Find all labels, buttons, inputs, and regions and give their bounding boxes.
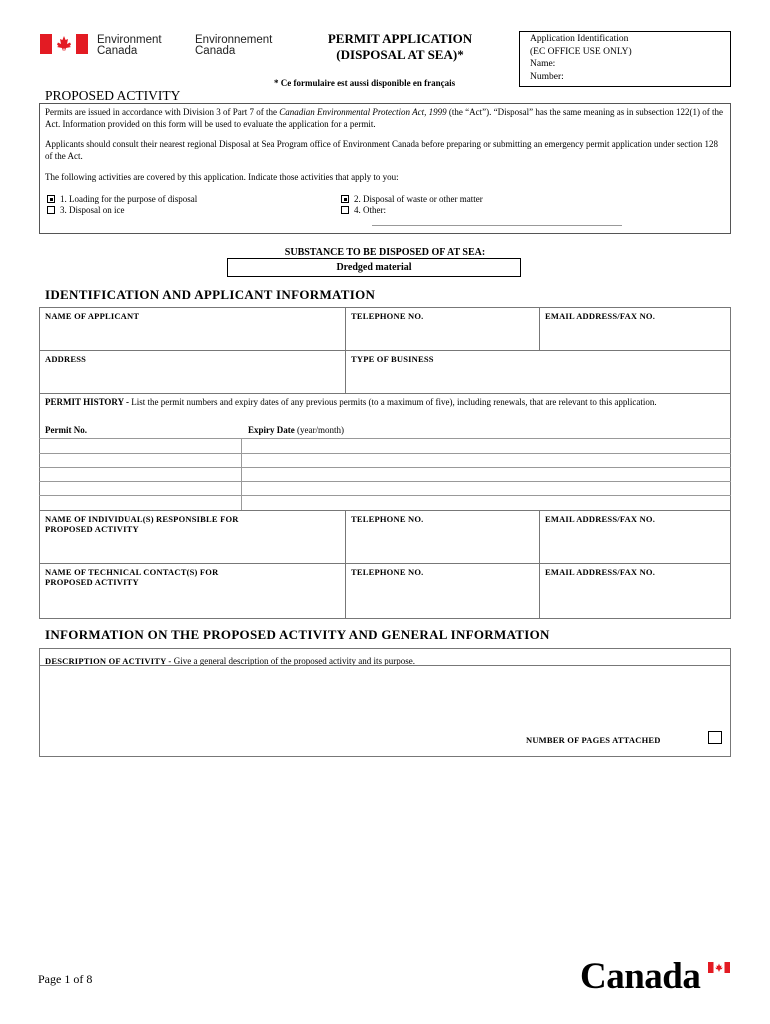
activity-4-label: 4. Other:: [354, 205, 386, 215]
expiry-date-format: (year/month): [294, 425, 344, 435]
information-heading: INFORMATION ON THE PROPOSED ACTIVITY AND GENERAL INFORMATION: [45, 627, 550, 642]
name-of-applicant-field[interactable]: [39, 307, 346, 351]
dept-name-en: [97, 35, 162, 57]
applicant-telephone-label: TELEPHONE NO.: [351, 311, 424, 321]
activity-1-label: 1. Loading for the purpose of disposal: [60, 194, 198, 204]
responsible-email-field[interactable]: [539, 510, 731, 564]
activity-2-row[interactable]: [341, 194, 483, 206]
permit-history-instructions: [45, 397, 720, 409]
dept-fr-line2: Canada: [195, 45, 236, 57]
permit-history-text: List the permit numbers and expiry dates of any previous permits (to a maximum of five), including renewals, that are relevant to this application.: [131, 397, 657, 407]
technical-contact-field[interactable]: [39, 563, 346, 619]
dept-en-line1: Environment: [97, 34, 162, 46]
activity-4-other-field[interactable]: [372, 225, 622, 226]
proposed-activity-para1: [45, 107, 725, 130]
applicant-email-label: EMAIL ADDRESS/FAX NO.: [545, 311, 656, 321]
technical-label-line1: NAME OF TECHNICAL CONTACT(S) FOR: [45, 567, 219, 577]
dept-en-line2: Canada: [97, 45, 138, 57]
wordmark-flag-icon: [708, 962, 730, 973]
activity-3-label: 3. Disposal on ice: [60, 205, 125, 215]
expiry-date-label: Expiry Date: [248, 425, 295, 435]
address-label: ADDRESS: [45, 354, 87, 364]
identification-heading: IDENTIFICATION AND APPLICANT INFORMATION: [45, 287, 376, 302]
page-number: Page 1 of 8: [38, 972, 93, 986]
title-line2: (DISPOSAL AT SEA)*: [336, 47, 464, 62]
french-availability-note: * Ce formulaire est aussi disponible en français: [274, 78, 456, 88]
description-label-row: [39, 648, 731, 666]
office-use-box: [519, 31, 731, 87]
office-use-name[interactable]: Name:: [530, 59, 556, 69]
canada-flag-icon: [40, 34, 88, 54]
dept-fr-line1: Environnement: [195, 34, 273, 46]
office-use-title: Application Identification: [530, 34, 629, 44]
activity-3-checkbox[interactable]: [47, 206, 55, 214]
form-title: [300, 31, 500, 63]
applicant-telephone-field[interactable]: [345, 307, 540, 351]
permit-row-line-1: [39, 438, 731, 439]
pages-attached-field[interactable]: [708, 731, 722, 744]
permit-history-box: [39, 393, 731, 511]
dept-name-fr: [195, 35, 272, 57]
permit-row-line-4: [39, 481, 731, 482]
proposed-activity-para2: Applicants should consult their nearest regional Disposal at Sea Program office of Environment Canada before preparing or submitting an emergency permit application under section 128 of the Act.: [45, 139, 718, 161]
canada-wordmark: Canada: [580, 956, 701, 997]
technical-email-field[interactable]: [539, 563, 731, 619]
permit-history-label: PERMIT HISTORY -: [45, 397, 132, 407]
pages-attached-label: NUMBER OF PAGES ATTACHED: [526, 735, 661, 745]
name-of-applicant-label: NAME OF APPLICANT: [45, 311, 140, 321]
activity-4-row[interactable]: [341, 205, 386, 217]
activity-1-checkbox[interactable]: [47, 195, 55, 203]
office-use-number[interactable]: Number:: [530, 71, 564, 82]
activity-4-checkbox[interactable]: [341, 206, 349, 214]
responsible-label-line1: NAME OF INDIVIDUAL(S) RESPONSIBLE FOR: [45, 514, 239, 524]
responsible-label-line2: PROPOSED ACTIVITY: [45, 524, 139, 534]
responsible-individual-field[interactable]: [39, 510, 346, 564]
responsible-email-label: EMAIL ADDRESS/FAX NO.: [545, 514, 656, 524]
office-use-subtitle: (EC OFFICE USE ONLY): [530, 46, 632, 57]
technical-label-line2: PROPOSED ACTIVITY: [45, 577, 139, 587]
substance-field[interactable]: Dredged material: [227, 258, 521, 277]
permit-no-header: Permit No.: [45, 425, 87, 435]
responsible-telephone-field[interactable]: [345, 510, 540, 564]
technical-telephone-field[interactable]: [345, 563, 540, 619]
description-label: DESCRIPTION OF ACTIVITY -: [45, 656, 174, 666]
para1-part1: Permits are issued in accordance with Division 3 of Part 7 of the: [45, 107, 280, 117]
para1-part2: (the “Act”). “Disposal” has the same meaning as in subsection 122(1) of the Act. Information provided on this form will be used to evaluate the application for a permit.: [45, 107, 724, 129]
description-instruction: Give a general description of the proposed activity and its purpose.: [173, 656, 415, 666]
type-of-business-label: TYPE OF BUSINESS: [351, 354, 434, 364]
substance-heading: SUBSTANCE TO BE DISPOSED OF AT SEA:: [284, 247, 486, 258]
expiry-date-header: [248, 425, 344, 437]
responsible-telephone-label: TELEPHONE NO.: [351, 514, 424, 524]
permit-column-divider: [241, 438, 242, 510]
activity-3-row[interactable]: [47, 205, 125, 217]
title-line1: PERMIT APPLICATION: [327, 31, 473, 46]
applicant-email-field[interactable]: [539, 307, 731, 351]
activity-1-row[interactable]: [47, 194, 197, 206]
proposed-activity-heading: PROPOSED ACTIVITY: [45, 88, 181, 103]
type-of-business-field[interactable]: [345, 350, 731, 394]
address-field[interactable]: [39, 350, 346, 394]
activity-2-label: 2. Disposal of waste or other matter: [354, 194, 483, 204]
permit-row-line-3: [39, 467, 731, 468]
activity-2-checkbox[interactable]: [341, 195, 349, 203]
act-name: Canadian Environmental Protection Act, 1999: [279, 107, 447, 117]
permit-row-line-5: [39, 495, 731, 496]
technical-email-label: EMAIL ADDRESS/FAX NO.: [545, 567, 656, 577]
technical-telephone-label: TELEPHONE NO.: [351, 567, 424, 577]
permit-row-line-2: [39, 453, 731, 454]
proposed-activity-para3: The following activities are covered by this application. Indicate those activities that apply to you:: [45, 172, 399, 182]
